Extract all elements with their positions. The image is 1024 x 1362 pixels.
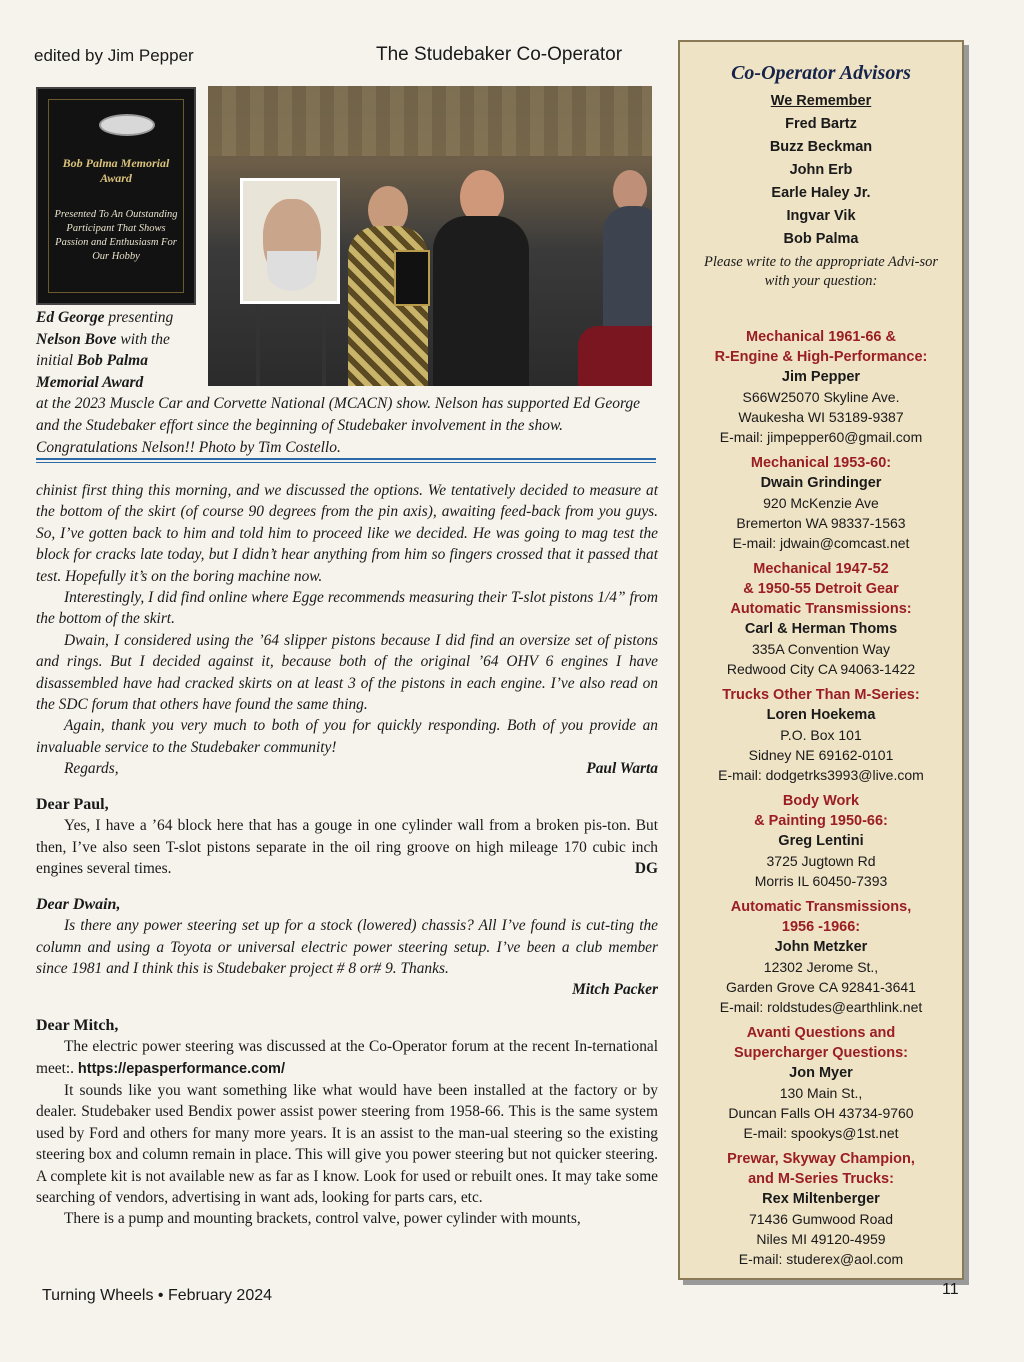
memorial-name: Fred Bartz: [785, 116, 857, 132]
paragraph: [36, 1036, 658, 1080]
advisor-specialty: Trucks Other Than M-Series:: [722, 687, 920, 703]
advisor-address: Waukesha WI 53189-9387: [738, 409, 904, 425]
advisor-specialty: Mechanical 1953-60:: [750, 455, 892, 471]
advisor-name: Dwain Grindinger: [760, 475, 882, 491]
advisor-address: Duncan Falls OH 43734-9760: [728, 1105, 914, 1121]
signature-mitch-packer: Mitch Packer: [572, 981, 658, 999]
memorial-name: Bob Palma: [783, 231, 859, 247]
memorial-name: John Erb: [789, 162, 853, 178]
caption-text-3: at the 2023 Muscle Car and Corvette National (MCACN) show. Nelson has supported Ed George and the Studebaker effort since the beginning of Studebaker involvement in the show. Congratulations Nelson!! Photo by Tim Costello.: [36, 395, 641, 456]
caption-name-nelson-bove: Nelson Bove: [36, 330, 117, 348]
advisor-specialty: R-Engine & High-Performance:: [714, 349, 928, 365]
advisor-entry: [680, 559, 962, 679]
advisor-instructions: Please write to the appropriate Advi-sor with your question:: [704, 254, 938, 289]
caption-name-ed-george: Ed George: [36, 309, 105, 326]
paragraph-text: The electric power steering was discussed at the Co-Operator forum at the recent In-ternational meet:.: [36, 1038, 658, 1077]
memorial-name: Buzz Beckman: [769, 139, 873, 155]
paragraph: Again, thank you very much to both of you for quickly responding. Both of you provide an invaluable service to the Studebaker community!: [36, 717, 658, 756]
advisor-specialty: Prewar, Skyway Champion,: [727, 1151, 915, 1167]
salutation-dear-mitch: Dear Mitch,: [36, 1016, 119, 1034]
plaque-title: Bob Palma Memorial Award: [62, 156, 170, 185]
advisor-address: Morris IL 60450-7393: [754, 873, 888, 889]
advisor-name: Greg Lentini: [778, 833, 864, 849]
photo-caption: [36, 307, 658, 458]
advisor-entry: [680, 1023, 962, 1143]
closing: Regards,: [64, 760, 119, 778]
advisor-specialty: Automatic Transmissions,: [730, 899, 912, 915]
caption-text-2: with the initial: [36, 330, 170, 370]
advisor-entry: [680, 897, 962, 1017]
issue-footer: Turning Wheels • February 2024: [42, 1287, 273, 1304]
advisor-address: P.O. Box 101: [780, 727, 862, 743]
publication-title: The Studebaker Co-Operator: [376, 44, 623, 65]
advisor-email[interactable]: E-mail: jdwain@comcast.net: [732, 535, 910, 551]
memorial-name: Earle Haley Jr.: [771, 185, 871, 201]
advisor-entry: [680, 453, 962, 553]
advisor-specialty: Mechanical 1947-52: [753, 561, 889, 577]
advisor-email[interactable]: E-mail: spookys@1st.net: [743, 1125, 899, 1141]
advisor-address: Redwood City CA 94063-1422: [726, 661, 916, 677]
advisor-address: S66W25070 Skyline Ave.: [742, 389, 900, 405]
advisor-specialty: 1956 -1966:: [781, 919, 861, 935]
paragraph: It sounds like you want something like what would have been installed at the factory or by dealer. Studebaker used Bendix power assist power steering from 1958-66. This is the same system used by Ford and others for many more years. It is an assist to the man-ual steering so the existing steering box and column remain in place. This will give you power steering but not quicker steering. A complete kit is not available new as far as I know. Look for used or rebuilt ones. It may take some searching of vendors, advertising in want ads, looking for parts cars, etc.: [36, 1081, 658, 1206]
advisor-name: John Metzker: [774, 939, 868, 955]
section-divider: [36, 458, 656, 463]
bob-palma-portrait: [240, 178, 340, 304]
advisor-specialty: & Painting 1950-66:: [754, 813, 888, 829]
advisor-address: Garden Grove CA 92841-3641: [726, 979, 916, 995]
advisor-address: 335A Convention Way: [751, 641, 890, 657]
advisor-address: Sidney NE 69162-0101: [748, 747, 894, 763]
advisor-entry: [680, 327, 962, 447]
paragraph: Is there any power steering set up for a stock (lowered) chassis? All I’ve found is cut-ting the column and using a Toyota or universal electric power steering setup. I’ve been a club member since 1981 and I think this is Studebaker project # 8 or# 9. Thanks.: [36, 917, 658, 977]
paragraph: Interestingly, I did find online where Egge recommends measuring their T-slot pistons 1/4” from the bottom of the skirt.: [36, 589, 658, 628]
sidebar-title: Co-Operator Advisors: [731, 62, 911, 84]
salutation-dear-paul: Dear Paul,: [36, 795, 109, 813]
advisor-name: Jim Pepper: [781, 369, 861, 385]
advisor-specialty: and M-Series Trucks:: [748, 1171, 894, 1187]
epas-link[interactable]: https://epasperformance.com/: [77, 1060, 285, 1077]
letters-article: [36, 480, 658, 1230]
award-plaque-held: [394, 250, 430, 306]
caption-text-1: presenting: [104, 309, 174, 326]
advisor-name: Jon Myer: [789, 1065, 853, 1081]
paragraph: chinist first thing this morning, and we discussed the options. We tentatively decided to measure at the bottom of the skirt (of course 90 degrees from the pin axis), awaiting feed-back from you guys. So, I’ve gotten back to him and told him to proceed like we decided. He was going to mag test the block for cracks late today, but I didn’t hear anything from him so fingers crossed that it passed that test. Hopefully it’s on the boring machine now.: [36, 482, 658, 585]
advisor-specialty: Body Work: [782, 793, 860, 809]
advisors-sidebar: [678, 40, 964, 1280]
mcacn-logo-icon: [99, 114, 155, 136]
paragraph: Dwain, I considered using the ’64 slipper pistons because I did find an oversize set of pistons and rings. But I decided against it, because both of the original ’64 OHV 6 engines I have disassembled have had cracked skirts on at least 3 of the pistons in each engine. I’ve also read on the SDC forum that others have found the same thing.: [36, 631, 658, 714]
signature-paul-warta: Paul Warta: [586, 760, 658, 778]
paragraph: Yes, I have a ’64 block here that has a gouge in one cylinder wall from a broken pis-ton. But then, I’ve also seen T-slot pistons separate in the oil ring groove on high mileage 170 cubic inch engines several times.: [36, 817, 658, 877]
advisor-email[interactable]: E-mail: studerex@aol.com: [738, 1251, 904, 1267]
page-number: 11: [942, 1281, 959, 1298]
we-remember-heading: We Remember: [770, 93, 872, 109]
advisor-entry: [680, 685, 962, 785]
advisor-specialty: Avanti Questions and: [746, 1025, 896, 1041]
paragraph: There is a pump and mounting brackets, control valve, power cylinder with mounts,: [64, 1210, 581, 1228]
caption-award-name: Bob Palma Memorial Award: [36, 352, 148, 391]
salutation-dear-dwain: Dear Dwain,: [36, 895, 121, 913]
signature-dg: DG: [634, 860, 658, 878]
advisor-address: 71436 Gumwood Road: [749, 1211, 893, 1227]
plaque-inscription: Presented To An Outstanding Participant That Shows Passion and Enthusiasm For Our Hobby: [54, 209, 178, 262]
advisor-address: 12302 Jerome St.,: [763, 959, 879, 975]
advisor-email[interactable]: E-mail: roldstudes@earthlink.net: [719, 999, 923, 1015]
advisor-address: Niles MI 49120-4959: [756, 1231, 886, 1247]
advisor-specialty: Mechanical 1961-66 &: [746, 329, 896, 345]
advisor-address: 920 McKenzie Ave: [763, 495, 879, 511]
advisor-email[interactable]: E-mail: dodgetrks3993@live.com: [718, 767, 924, 783]
advisor-address: Bremerton WA 98337-1563: [736, 515, 906, 531]
memorial-name: Ingvar Vik: [786, 208, 856, 224]
editor-credit: edited by Jim Pepper: [34, 46, 194, 65]
advisor-address: 3725 Jugtown Rd: [766, 853, 876, 869]
advisor-entry: [680, 791, 962, 891]
advisor-entry: [680, 1149, 962, 1269]
award-plaque-photo: [36, 87, 196, 305]
advisor-specialty: Automatic Transmissions:: [730, 601, 912, 617]
memorial-names: [680, 113, 962, 251]
advisor-specialty: & 1950-55 Detroit Gear: [743, 581, 899, 597]
advisor-name: Carl & Herman Thoms: [744, 621, 898, 637]
advisor-email[interactable]: E-mail: jimpepper60@gmail.com: [719, 429, 923, 445]
advisor-address: 130 Main St.,: [779, 1085, 863, 1101]
advisor-name: Rex Miltenberger: [762, 1191, 880, 1207]
advisor-specialty: Supercharger Questions:: [733, 1045, 909, 1061]
advisor-name: Loren Hoekema: [766, 707, 876, 723]
